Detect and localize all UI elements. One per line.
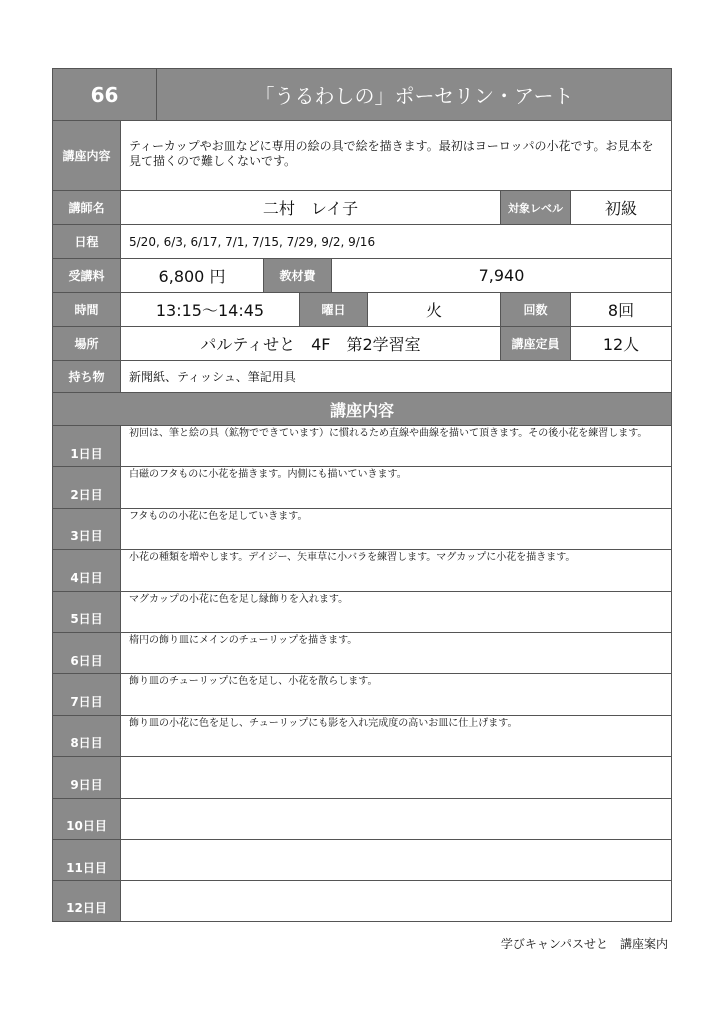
overview-row bbox=[52, 120, 672, 190]
fee-value: 6,800 円 bbox=[121, 259, 264, 292]
schedule-row bbox=[52, 224, 672, 258]
fee-label: 受講料 bbox=[53, 259, 121, 292]
fee-row bbox=[52, 258, 672, 292]
day-label: 8日目 bbox=[53, 716, 121, 756]
count-value: 8回 bbox=[571, 293, 671, 326]
day-label: 4日目 bbox=[53, 550, 121, 590]
capacity-label: 講座定員 bbox=[501, 327, 571, 360]
schedule-dates: 5/20, 6/3, 6/17, 7/1, 7/15, 7/29, 9/2, 9/16 bbox=[121, 225, 671, 258]
overview-text: ティーカップやお皿などに専用の絵の具で絵を描きます。最初はヨーロッパの小花です。お見本を見て描くので難しくないです。 bbox=[121, 121, 671, 190]
day-label: 5日目 bbox=[53, 592, 121, 632]
weekday-label: 曜日 bbox=[300, 293, 368, 326]
day-label: 7日目 bbox=[53, 674, 121, 714]
time-row bbox=[52, 292, 672, 326]
day-row bbox=[52, 425, 672, 466]
count-label: 回数 bbox=[501, 293, 571, 326]
material-label: 教材費 bbox=[264, 259, 332, 292]
day-row bbox=[52, 466, 672, 507]
day-description: 初回は、筆と絵の具（鉱物でできています）に慣れるため直線や曲線を描いて頂きます。その後小花を練習します。 bbox=[121, 426, 671, 466]
time-value: 13:15～14:45 bbox=[121, 293, 300, 326]
day-label: 12日目 bbox=[53, 881, 121, 920]
day-row bbox=[52, 549, 672, 590]
day-description: 飾り皿の小花に色を足し、チューリップにも影を入れ完成度の高いお皿に仕上げます。 bbox=[121, 716, 671, 756]
day-description: フタものの小花に色を足していきます。 bbox=[121, 509, 671, 549]
day-row bbox=[52, 798, 672, 839]
overview-label: 講座内容 bbox=[53, 121, 121, 190]
items-label: 持ち物 bbox=[53, 361, 121, 392]
day-row bbox=[52, 756, 672, 797]
day-description: 飾り皿のチューリップに色を足し、小花を散らします。 bbox=[121, 674, 671, 714]
material-value: 7,940 bbox=[332, 259, 671, 292]
day-label: 1日目 bbox=[53, 426, 121, 466]
day-label: 10日目 bbox=[53, 799, 121, 839]
day-description bbox=[121, 840, 671, 880]
weekday-value: 火 bbox=[368, 293, 501, 326]
title-row bbox=[52, 68, 672, 120]
section-title: 講座内容 bbox=[53, 393, 671, 425]
day-description: 白磁のフタものに小花を描きます。内側にも描いていきます。 bbox=[121, 467, 671, 507]
level-value: 初級 bbox=[571, 191, 671, 224]
items-value: 新聞紙、ティッシュ、筆記用具 bbox=[121, 361, 671, 392]
day-description: マグカップの小花に色を足し縁飾りを入れます。 bbox=[121, 592, 671, 632]
day-label: 6日目 bbox=[53, 633, 121, 673]
day-row bbox=[52, 880, 672, 921]
place-label: 場所 bbox=[53, 327, 121, 360]
items-row bbox=[52, 360, 672, 392]
day-description bbox=[121, 881, 671, 920]
day-list bbox=[52, 425, 672, 922]
schedule-label: 日程 bbox=[53, 225, 121, 258]
instructor-row bbox=[52, 190, 672, 224]
course-title: 「うるわしの」ポーセリン・アート bbox=[157, 69, 671, 120]
course-sheet bbox=[52, 68, 672, 922]
place-row bbox=[52, 326, 672, 360]
day-row bbox=[52, 839, 672, 880]
day-label: 3日目 bbox=[53, 509, 121, 549]
day-row bbox=[52, 591, 672, 632]
place-value: パルティせと 4F 第2学習室 bbox=[121, 327, 501, 360]
course-number: 66 bbox=[53, 69, 157, 120]
footer-text: 学びキャンパスせと 講座案内 bbox=[500, 937, 668, 951]
day-description: 小花の種類を増やします。デイジー、矢車草に小バラを練習します。マグカップに小花を描きます。 bbox=[121, 550, 671, 590]
day-label: 9日目 bbox=[53, 757, 121, 797]
time-label: 時間 bbox=[53, 293, 121, 326]
instructor-label: 講師名 bbox=[53, 191, 121, 224]
level-label: 対象レベル bbox=[501, 191, 571, 224]
day-label: 11日目 bbox=[53, 840, 121, 880]
day-description bbox=[121, 757, 671, 797]
section-header-row bbox=[52, 392, 672, 425]
day-description bbox=[121, 799, 671, 839]
day-row bbox=[52, 673, 672, 714]
capacity-value: 12人 bbox=[571, 327, 671, 360]
day-row bbox=[52, 715, 672, 756]
day-label: 2日目 bbox=[53, 467, 121, 507]
day-row bbox=[52, 508, 672, 549]
day-row bbox=[52, 632, 672, 673]
day-description: 楕円の飾り皿にメインのチューリップを描きます。 bbox=[121, 633, 671, 673]
instructor-name: 二村 レイ子 bbox=[121, 191, 501, 224]
